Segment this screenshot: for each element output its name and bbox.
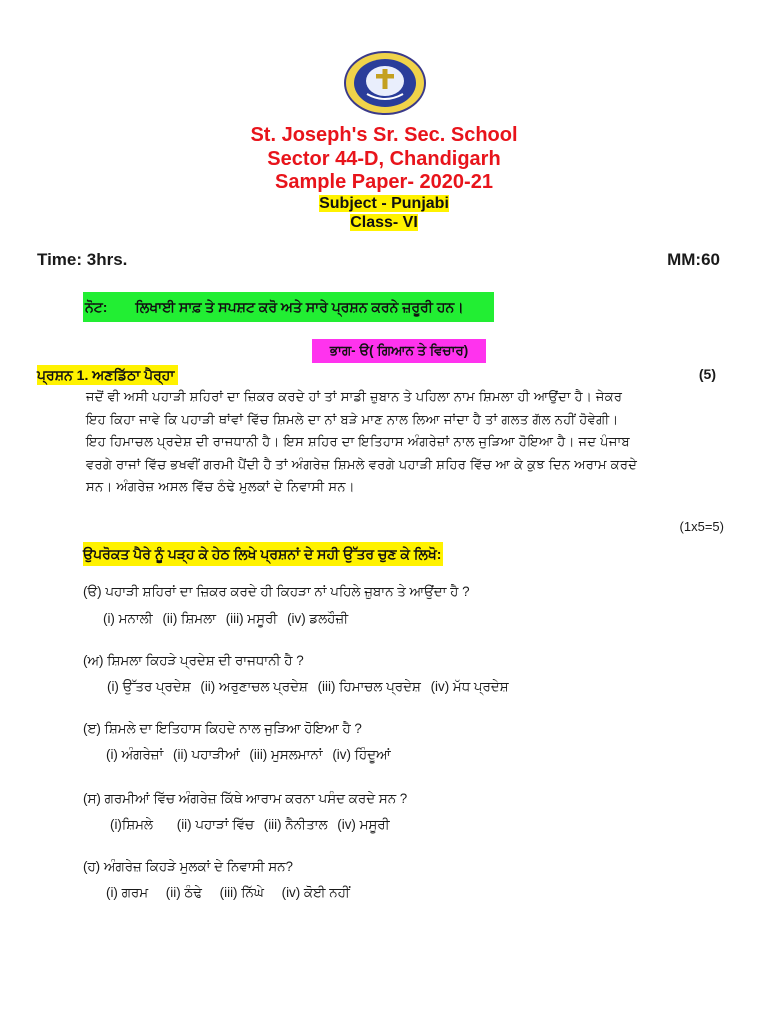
option: (ii) ਪਹਾੜਾਂ ਵਿੱਚ [176, 817, 254, 832]
school-logo [343, 50, 427, 116]
option: (i) ਉੱਤਰ ਪ੍ਰਦੇਸ਼ [107, 679, 191, 694]
school-name: St. Joseph's Sr. Sec. School [250, 124, 518, 146]
note-text: ਲਿਖਾਈ ਸਾਫ਼ ਤੇ ਸਪਸ਼ਟ ਕਰੋ ਅਤੇ ਸਾਰੇ ਪ੍ਰਸ਼ਨ ਕਰਨੇ ਜ਼ਰੂਰੀ ਹਨ। [135, 299, 464, 315]
question-1-label: ਪ੍ਰਸ਼ਨ 1. ਅਣਡਿੱਠਾ ਪੈਰ੍ਹਾ [37, 365, 178, 385]
option: (iv) ਡਲਹੌਜ਼ੀ [287, 611, 349, 626]
class-line [0, 213, 768, 232]
instruction: ਉਪਰੋਕਤ ਪੈਰੇ ਨੂੰ ਪੜ੍ਹ ਕੇ ਹੇਠ ਲਿਖੇ ਪ੍ਰਸ਼ਨਾਂ ਦੇ ਸਹੀ ਉੱਤਰ ਚੁਣ ਕੇ ਲਿਖੋ: [83, 542, 443, 566]
subject-label: Subject - Punjabi [319, 195, 449, 212]
question-c: (ੲ) ਸ਼ਿਮਲੇ ਦਾ ਇਤਿਹਾਸ ਕਿਹਦੇ ਨਾਲ ਜੁੜਿਆ ਹੋਇਆ ਹੈ ? [83, 721, 362, 736]
passage-line: ਵਰਗੇ ਰਾਜਾਂ ਵਿੱਚ ਭਖਵੀਂ ਗਰਮੀ ਪੈਂਦੀ ਹੈ ਤਾਂ ਅੰਗਰੇਜ਼ ਸ਼ਿਮਲੇ ਵਰਗੇ ਪਹਾੜੀ ਸ਼ਹਿਰ ਵਿੱਚ ਆ ਕੇ ਕੁਝ ਦਿਨ ਅਰਾਮ ਕਰਦੇ [86, 456, 638, 472]
question-e: (ਹ) ਅੰਗਰੇਜ਼ ਕਿਹੜੇ ਮੁਲਕਾਂ ਦੇ ਨਿਵਾਸੀ ਸਨ? [83, 859, 293, 874]
question-b: (ਅ) ਸ਼ਿਮਲਾ ਕਿਹੜੇ ਪ੍ਰਦੇਸ਼ ਦੀ ਰਾਜਧਾਨੀ ਹੈ ? [83, 653, 304, 668]
options-d [110, 815, 396, 835]
option: (iv) ਮੱਧ ਪ੍ਰਦੇਸ਼ [430, 679, 509, 694]
max-marks-label: MM:60 [667, 250, 720, 269]
passage-line: ਜਦੋਂ ਵੀ ਅਸੀ ਪਹਾੜੀ ਸ਼ਹਿਰਾਂ ਦਾ ਜ਼ਿਕਰ ਕਰਦੇ ਹਾਂ ਤਾਂ ਸਾਡੀ ਜ਼ੁਬਾਨ ਤੇ ਪਹਿਲਾ ਨਾਮ ਸ਼ਿਮਲਾ ਹੀ ਆਉਂਦਾ ਹੈ। ਜੇਕਰ [86, 389, 623, 404]
option: (iii) ਮੁਸਲਮਾਨਾਂ [249, 747, 323, 762]
option: (iii) ਮਸੂਰੀ [225, 611, 278, 626]
section-title: ਭਾਗ- ੳ( ਗਿਆਨ ਤੇ ਵਿਚਾਰ) [312, 339, 486, 363]
sub-marks: (1x5=5) [679, 519, 724, 534]
passage-line: ਸਨ। ਅੰਗਰੇਜ਼ ਅਸਲ ਵਿੱਚ ਠੰਢੇ ਮੁਲਕਾਂ ਦੇ ਨਿਵਾਸੀ ਸਨ। [86, 479, 355, 495]
option: (ii) ਪਹਾੜੀਆਂ [173, 747, 240, 762]
note-label: ਨੋਟ: [85, 299, 108, 315]
option: (iii) ਹਿਮਾਚਲ ਪ੍ਰਦੇਸ਼ [317, 679, 421, 694]
option: (iii) ਨਿੱਘੇ [219, 885, 264, 900]
options-e [106, 883, 356, 903]
options-b [107, 677, 515, 697]
note-bar [83, 292, 494, 322]
passage-line: ਇਹ ਕਿਹਾ ਜਾਵੇ ਕਿ ਪਹਾੜੀ ਥਾਂਵਾਂ ਵਿੱਚ ਸ਼ਿਮਲੇ ਦਾ ਨਾਂ ਬੜੇ ਮਾਣ ਨਾਲ ਲਿਆ ਜਾਂਦਾ ਹੈ ਤਾਂ ਗਲਤ ਗੱਲ ਨਹੀਂ ਹੋਵੇਗੀ। [86, 411, 619, 427]
unseen-passage [86, 386, 726, 499]
option: (iii) ਨੈਨੀਤਾਲ [263, 817, 328, 832]
time-label: Time: 3hrs. [37, 250, 128, 269]
option: (ii) ਠੰਢੇ [165, 885, 202, 900]
option: (i) ਮਨਾਲੀ [103, 611, 153, 626]
options-a [103, 609, 354, 629]
paper-title: Sample Paper- 2020-21 [275, 171, 493, 193]
question-1-marks: (5) [698, 366, 716, 382]
class-label: Class- VI [350, 214, 418, 231]
passage-line: ਇਹ ਹਿਮਾਚਲ ਪ੍ਰਦੇਸ਼ ਦੀ ਰਾਜਧਾਨੀ ਹੈ। ਇਸ ਸ਼ਹਿਰ ਦਾ ਇਤਿਹਾਸ ਅੰਗਰੇਜ਼ਾਂ ਨਾਲ ਜੁੜਿਆ ਹੋਇਆ ਹੈ। ਜਦ ਪੰਜਾਬ [86, 434, 630, 450]
option: (i)ਸ਼ਿਮਲੇ [110, 817, 153, 832]
subject-line [0, 194, 768, 213]
option: (i) ਅੰਗਰੇਜ਼ਾਂ [106, 747, 164, 762]
option: (ii) ਅਰੁਣਾਚਲ ਪ੍ਰਦੇਸ਼ [200, 679, 308, 694]
option: (iv) ਮਸੂਰੀ [337, 817, 390, 832]
option: (iv) ਹਿੰਦੂਆਂ [332, 747, 391, 762]
question-d: (ਸ) ਗਰਮੀਆਂ ਵਿੱਚ ਅੰਗਰੇਜ਼ ਕਿੱਥੇ ਆਰਾਮ ਕਰਨਾ ਪਸੰਦ ਕਰਦੇ ਸਨ ? [83, 791, 408, 806]
school-sector: Sector 44-D, Chandigarh [267, 148, 501, 170]
question-a: (ੳ) ਪਹਾੜੀ ਸ਼ਹਿਰਾਂ ਦਾ ਜ਼ਿਕਰ ਕਰਦੇ ਹੀ ਕਿਹੜਾ ਨਾਂ ਪਹਿਲੇ ਜ਼ੁਬਾਨ ਤੇ ਆਉਂਦਾ ਹੈ ? [83, 584, 470, 599]
option: (ii) ਸ਼ਿਮਲਾ [162, 611, 216, 626]
options-c [106, 745, 397, 765]
option: (i) ਗਰਮ [106, 885, 149, 900]
option: (iv) ਕੋਈ ਨਹੀਂ [281, 885, 350, 900]
